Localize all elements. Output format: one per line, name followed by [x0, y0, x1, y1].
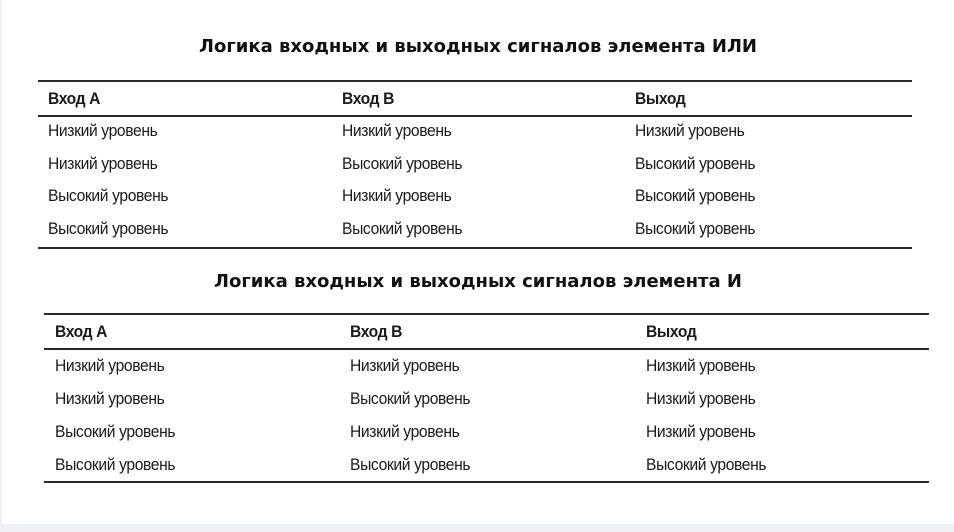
table-cell: Низкий уровень [646, 422, 756, 441]
column-header: Вход В [342, 89, 395, 108]
table-top-rule [44, 313, 929, 315]
table-cell: Низкий уровень [635, 121, 745, 140]
table-top-rule [38, 80, 912, 82]
table-cell: Низкий уровень [342, 121, 452, 140]
table-cell: Низкий уровень [646, 389, 756, 408]
table-cell: Высокий уровень [48, 219, 169, 238]
table-cell: Низкий уровень [55, 389, 165, 408]
or-truth-table [38, 80, 912, 252]
table-cell: Высокий уровень [342, 154, 463, 173]
table-cell: Высокий уровень [635, 186, 756, 205]
table-header-rule [38, 115, 912, 117]
table-cell: Высокий уровень [48, 186, 169, 205]
column-header: Выход [646, 322, 697, 341]
table-cell: Высокий уровень [646, 455, 767, 474]
table-cell: Низкий уровень [646, 356, 756, 375]
table-bottom-rule [44, 481, 929, 483]
or-table-title: Логика входных и выходных сигналов элемента ИЛИ [199, 36, 757, 57]
document-page [2, 0, 954, 524]
table-cell: Высокий уровень [635, 219, 756, 238]
table-cell: Низкий уровень [48, 154, 158, 173]
table-cell: Низкий уровень [350, 422, 460, 441]
column-header: Вход В [350, 322, 403, 341]
table-cell: Высокий уровень [635, 154, 756, 173]
table-cell: Высокий уровень [350, 389, 471, 408]
and-truth-table [44, 313, 929, 485]
table-cell: Высокий уровень [55, 422, 176, 441]
table-cell: Высокий уровень [55, 455, 176, 474]
table-header-rule [44, 348, 929, 350]
table-cell: Высокий уровень [342, 219, 463, 238]
table-bottom-rule [38, 247, 912, 249]
column-header: Вход А [55, 322, 108, 341]
table-cell: Низкий уровень [55, 356, 165, 375]
column-header: Вход А [48, 89, 101, 108]
table-cell: Низкий уровень [342, 186, 452, 205]
and-table-title: Логика входных и выходных сигналов элемента И [214, 271, 742, 292]
table-cell: Низкий уровень [48, 121, 158, 140]
table-cell: Высокий уровень [350, 455, 471, 474]
table-cell: Низкий уровень [350, 356, 460, 375]
column-header: Выход [635, 89, 686, 108]
